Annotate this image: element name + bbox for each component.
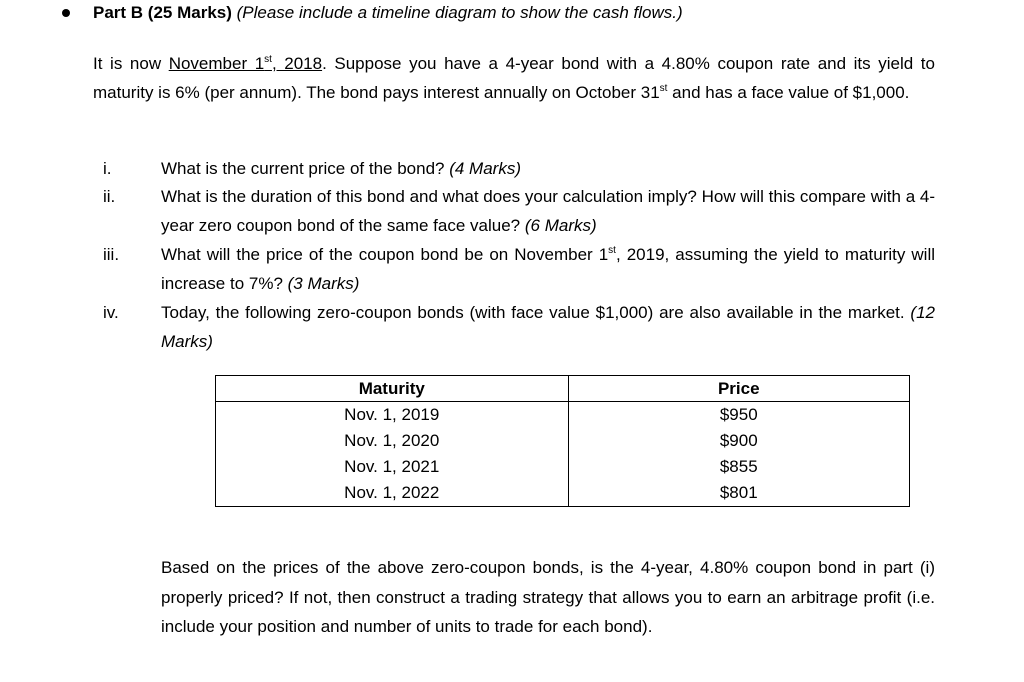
table-header-row — [216, 376, 910, 402]
intro-text: . Suppose you have a 4-year bond with a 4.80% coupon rate and its yield to maturity is 6% (per annum). The bond pays interest annually on October 31 — [93, 54, 935, 102]
table-row — [216, 402, 910, 429]
question-marks: (3 Marks) — [287, 273, 360, 293]
question-body: What is the duration of this bond and what does your calculation imply? How will this compare with a 4-year zero coupon bond of the same face value? — [161, 187, 935, 235]
table-cell-price: $801 — [568, 480, 910, 507]
question-marks: (12 Marks) — [161, 303, 935, 351]
table-cell-maturity: Nov. 1, 2021 — [216, 454, 569, 480]
question-sup: st — [608, 245, 616, 256]
table-cell-maturity: Nov. 1, 2020 — [216, 428, 569, 454]
question-text — [161, 183, 935, 240]
intro-text: It is now — [93, 54, 169, 73]
question-body: Today, the following zero-coupon bonds (with face value $1,000) are also available in the market. — [161, 303, 911, 322]
table-row — [216, 428, 910, 454]
table-cell-maturity: Nov. 1, 2022 — [216, 480, 569, 507]
table-cell-price: $855 — [568, 454, 910, 480]
question-number: iii. — [103, 245, 120, 264]
question-ii — [103, 183, 935, 240]
heading-title: Part B (25 Marks) — [93, 3, 232, 22]
question-body: What will the price of the coupon bond be on November 1 — [161, 245, 609, 264]
question-text — [161, 241, 935, 298]
intro-sup: st — [659, 82, 668, 94]
question-iv — [103, 299, 935, 356]
intro-text: and has a face value of $1,000. — [667, 82, 910, 102]
table-row — [216, 454, 910, 480]
question-number: i. — [103, 159, 112, 178]
question-text — [161, 155, 935, 184]
table-header-price: Price — [568, 376, 910, 402]
question-marks: (4 Marks) — [449, 159, 521, 178]
table-row — [216, 480, 910, 507]
zero-coupon-price-table — [215, 375, 910, 507]
intro-date-year: , 2018 — [271, 54, 323, 73]
intro-date-sup: st — [264, 54, 272, 65]
part-heading — [93, 1, 683, 25]
intro-date-day: November 1 — [168, 54, 265, 73]
intro-paragraph — [93, 50, 935, 107]
intro-date — [169, 54, 322, 73]
question-number: iv. — [103, 303, 119, 322]
heading-instruction: (Please include a timeline diagram to show the cash flows.) — [236, 3, 683, 22]
table-header-maturity: Maturity — [216, 376, 569, 402]
question-body: What is the current price of the bond? — [161, 159, 450, 178]
question-body: , 2019, assuming the yield to maturity will increase to 7%? — [161, 245, 936, 293]
question-text — [161, 299, 935, 356]
table-cell-price: $900 — [568, 428, 910, 454]
closing-paragraph: Based on the prices of the above zero-coupon bonds, is the 4-year, 4.80% coupon bond in part (i) properly priced? If not, then construct a trading strategy that allows you to earn an arbitrage profit (i.e. include your position and number of units to trade for each bond). — [161, 558, 935, 636]
question-number: ii. — [103, 187, 116, 206]
bullet-icon — [62, 9, 70, 17]
table-cell-maturity: Nov. 1, 2019 — [216, 402, 569, 429]
question-i — [103, 155, 935, 184]
table-cell-price: $950 — [568, 402, 910, 429]
question-marks: (6 Marks) — [524, 215, 597, 235]
question-iii — [103, 241, 935, 298]
